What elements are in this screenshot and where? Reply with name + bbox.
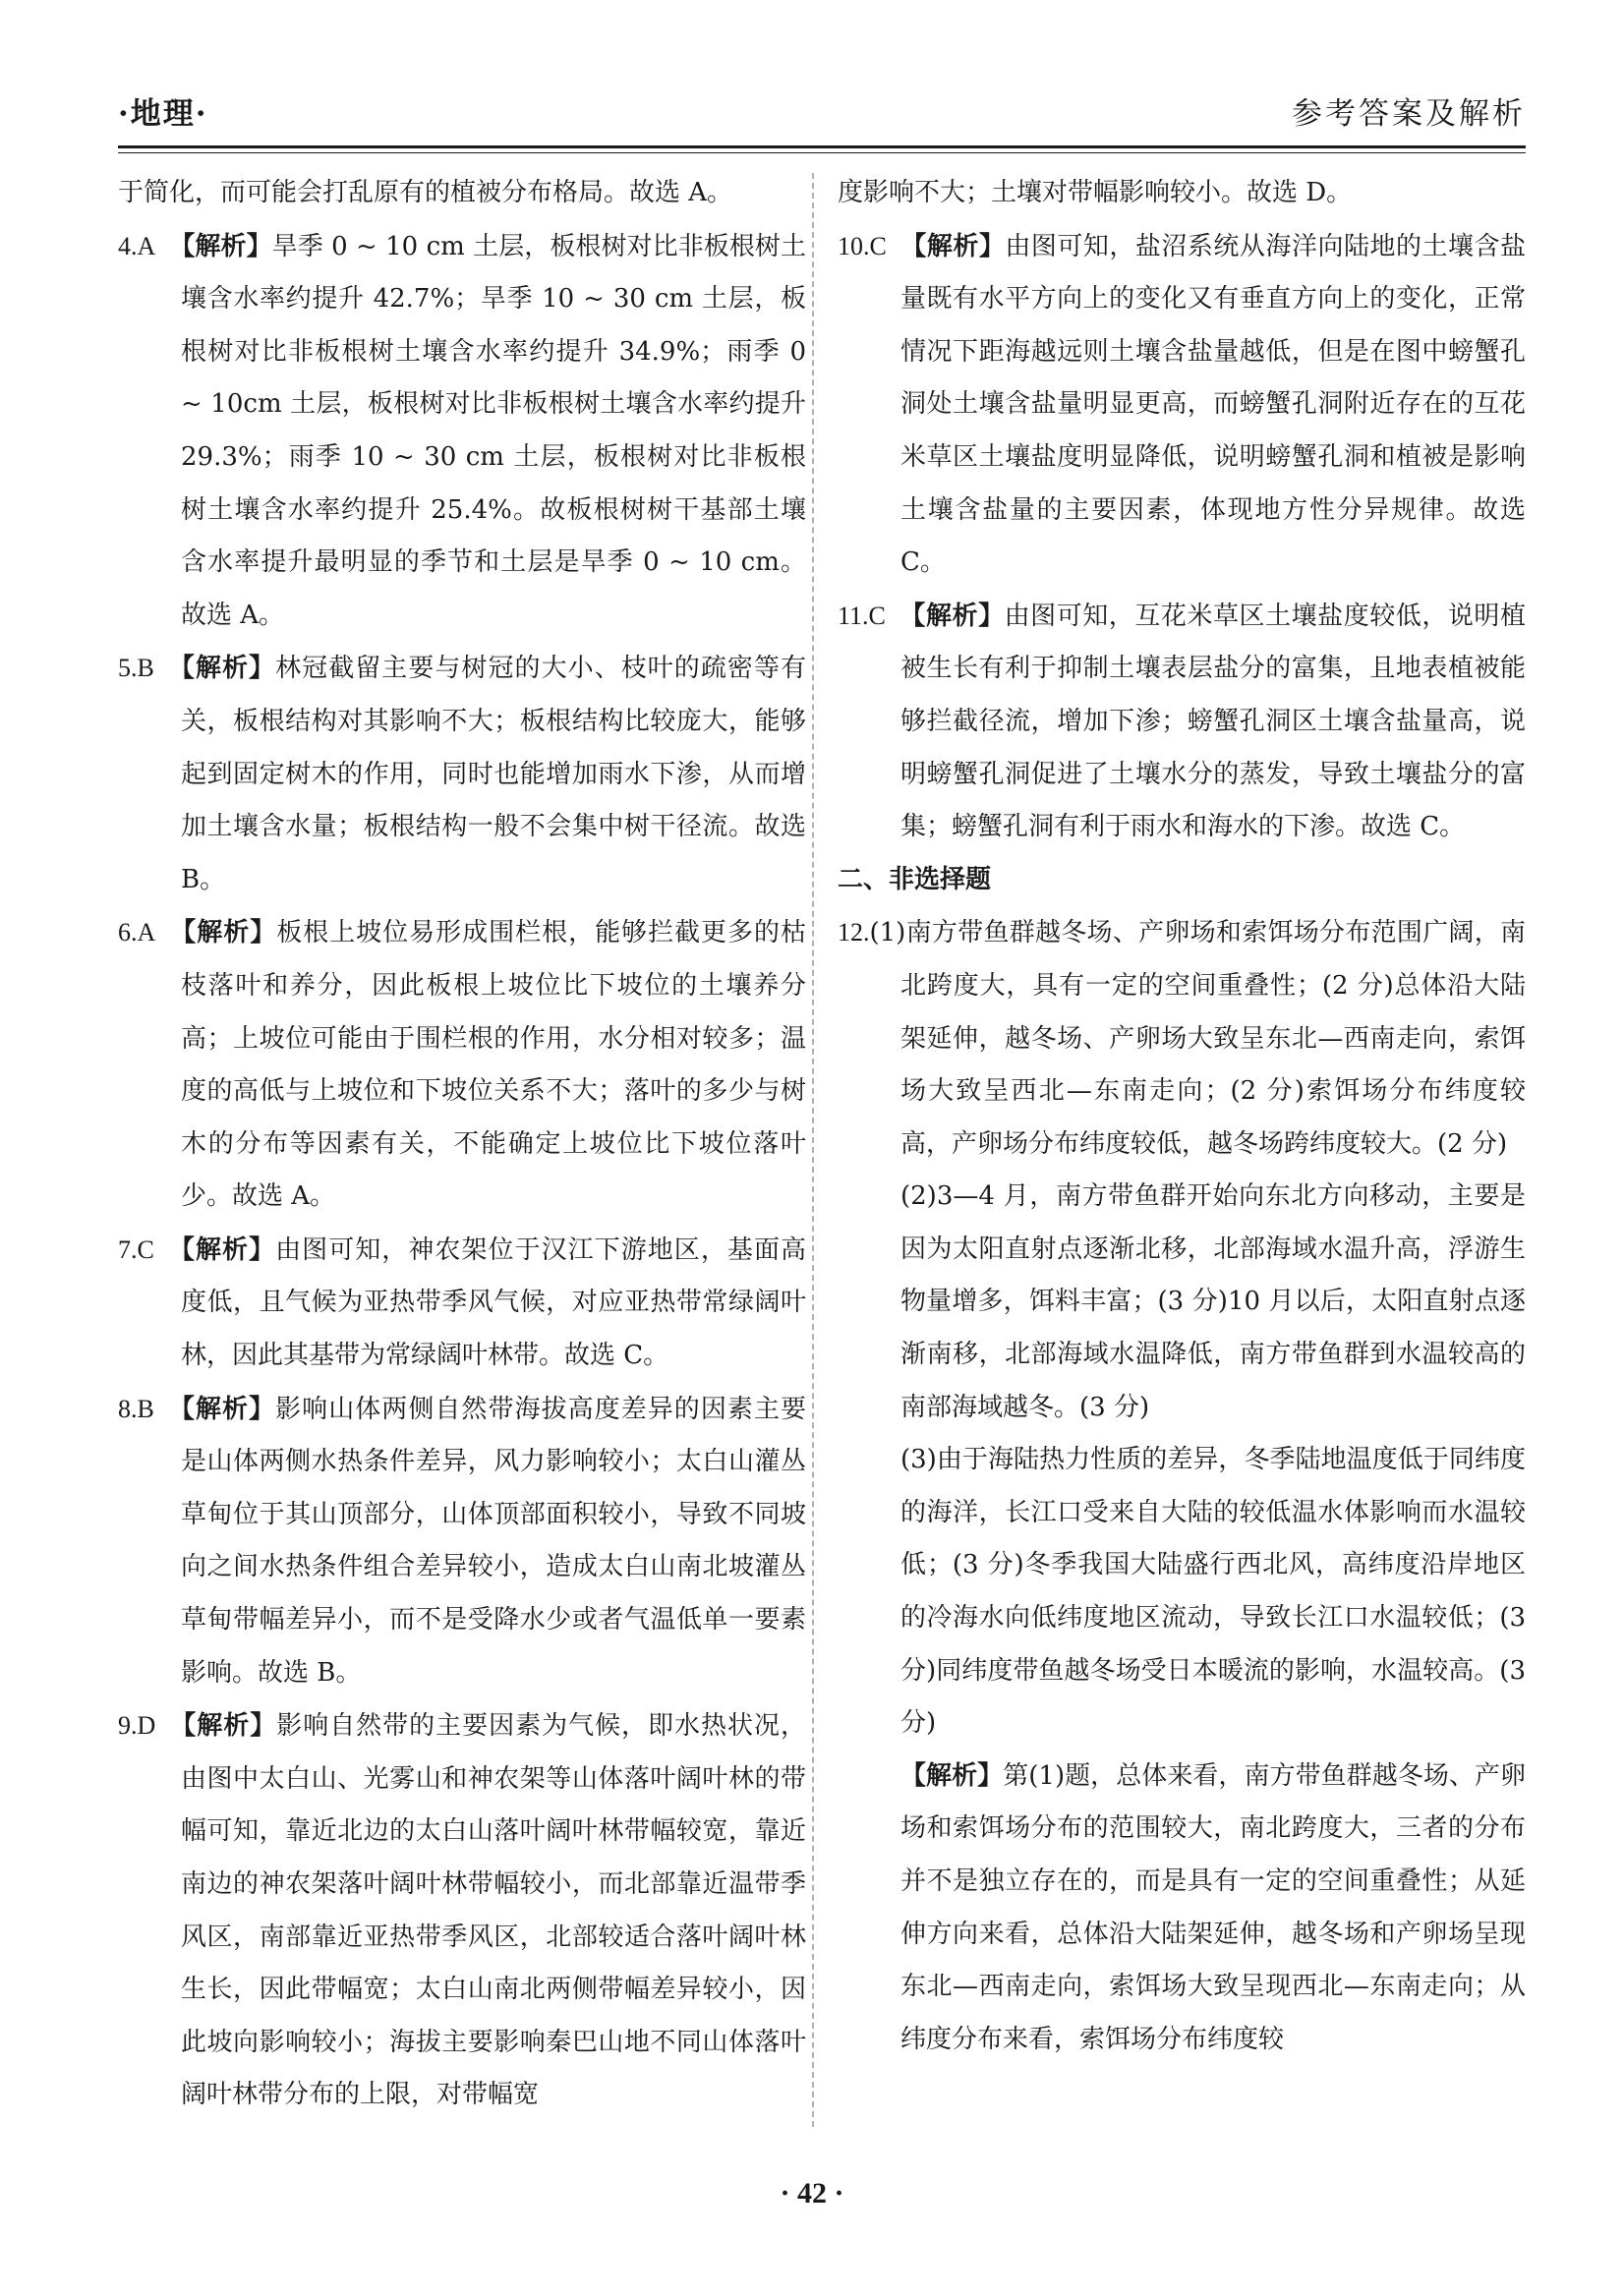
item-number: 8.: [118, 1394, 138, 1423]
answer-choice: D: [137, 1711, 156, 1741]
analysis-tag: 【解析】: [167, 1234, 276, 1265]
page-header: [118, 88, 1526, 145]
item-number: 9.: [118, 1711, 138, 1741]
analysis-tag: 【解析】: [900, 1760, 1004, 1791]
analysis-text: 板根上坡位易形成围栏根，能够拦截更多的枯枝落叶和养分，因此板根上坡位比下坡位的土壤养分高；上坡位可能由于围栏根的作用，水分相对较多；温度的高低与上坡位和下坡位关系不大；落叶的多少与树木的分布等因素有关，不能确定上坡位比下坡位落叶少。故选 A。: [181, 918, 806, 1212]
header-rule-thin: [118, 152, 1526, 153]
answer-choice: B: [137, 654, 154, 683]
analysis-text: 影响自然带的主要因素为气候，即水热状况，由图中太白山、光雾山和神农架等山体落叶阔叶林的带幅可知，靠近北边的太白山落叶阔叶林带幅较宽，靠近南边的神农架落叶阔叶林带幅较小，而北部靠近温带季风区，南部靠近亚热带季风区，北部较适合落叶阔叶林生长，因此带幅宽；太白山南北两侧带幅差异较小，因此坡向影响较小；海拔主要影响秦巴山地不同山体落叶阔叶林带分布的上限，对带幅宽: [181, 1711, 806, 2110]
answer-item-6: [118, 906, 806, 1224]
answer-choice: A: [137, 231, 156, 260]
answer-item-4: [118, 220, 806, 643]
answer-item-10: [838, 220, 1526, 590]
continued-text: 度影响不大；土壤对带幅影响较小。故选 D。: [838, 178, 1353, 207]
item-number: 5.: [118, 654, 138, 683]
answer-choice: A: [137, 918, 156, 947]
page-number: · 42 ·: [780, 2177, 844, 2210]
item-number: 6.: [118, 918, 138, 947]
analysis-text: 由图可知，互花米草区土壤盐度较低，说明植被生长有利于抑制土壤表层盐分的富集，且地表植被能够拦截径流，增加下渗；螃蟹孔洞区土壤含盐量高，说明螃蟹孔洞促进了土壤水分的蒸发，导致土壤盐分的富集；螃蟹孔洞有利于雨水和海水的下渗。故选 C。: [900, 601, 1526, 842]
analysis-text: 林冠截留主要与树冠的大小、枝叶的疏密等有关，板根结构对其影响不大；板根结构比较庞大，能够起到固定树木的作用，同时也能增加雨水下渗，从而增加土壤含水量；板根结构一般不会集中树干径流。故选 B。: [181, 654, 806, 894]
document-title: 参考答案及解析: [1292, 96, 1526, 132]
item-number: 11.: [838, 601, 869, 630]
answer-item-9: [118, 1699, 806, 2122]
analysis-text: 由图可知，盐沼系统从海洋向陆地的土壤含盐量既有水平方向上的变化又有垂直方向上的变化，正常情况下距海越远则土壤含盐量越低，但是在图中螃蟹孔洞处土壤含盐量明显更高，而螃蟹孔洞附近存在的互花米草区土壤盐度明显降低，说明螃蟹孔洞和植被是影响土壤含盐量的主要因素，体现地方性分异规律。故选 C。: [900, 231, 1526, 578]
analysis-text: 第(1)题，总体来看，南方带鱼群越冬场、产卵场和索饵场分布的范围较大，南北跨度大，三者的分布并不是独立存在的，而是具有一定的空间重叠性；从延伸方向来看，总体沿大陆架延伸，越冬场和产卵场呈现东北—西南走向，索饵场大致呈现西北—东南走向；从纬度分布来看，索饵场分布纬度较: [900, 1760, 1526, 2054]
analysis-text: 由图可知，神农架位于汉江下游地区，基面高度低，且气候为亚热带季风气候，对应亚热带常绿阔叶林，因此其基带为常绿阔叶林带。故选 C。: [181, 1234, 806, 1371]
answer-choice: B: [137, 1394, 154, 1423]
subject-label: ·地理·: [118, 96, 208, 132]
section-heading: 二、非选择题: [838, 864, 992, 894]
column-divider: [812, 173, 814, 2127]
right-column: [838, 167, 1526, 2066]
answer-choice: C: [868, 601, 886, 630]
answer-item-7: [118, 1224, 806, 1383]
answer-item-12-part-3: (3)由于海陆热力性质的差异，冬季陆地温度低于同纬度的海洋，长江口受来自大陆的较低温水体影响而水温较低；(3 分)冬季我国大陆盛行西北风，高纬度沿岸地区的冷海水向低纬度地区流动，导致长江口水温较低；(3 分)同纬度带鱼越冬场受日本暖流的影响，水温较高。(3 分): [900, 1445, 1526, 1739]
answer-item-12-part-2: (2)3—4 月，南方带鱼群开始向东北方向移动，主要是因为太阳直射点逐渐北移，北部海域水温升高，浮游生物量增多，饵料丰富；(3 分)10 月以后，太阳直射点逐渐南移，北部海域水温降低，南方带鱼群到水温较高的南部海域越冬。(3 分): [900, 1181, 1526, 1422]
answer-item-8: [118, 1383, 806, 1700]
answer-item-12-analysis: [838, 1751, 1526, 2067]
answer-item-11: [838, 590, 1526, 854]
left-column: [118, 167, 806, 2122]
header-rule-thick: [118, 145, 1526, 148]
analysis-tag: 【解析】: [167, 1394, 276, 1424]
item-number: 4.: [118, 231, 138, 260]
item-number: 12.: [838, 918, 870, 947]
item-number: 7.: [118, 1234, 138, 1264]
analysis-tag: 【解析】: [169, 918, 277, 948]
analysis-tag: 【解析】: [169, 231, 272, 261]
answer-choice: C: [137, 1234, 154, 1264]
analysis-tag: 【解析】: [169, 1711, 277, 1742]
analysis-tag: 【解析】: [167, 654, 276, 684]
analysis-tag: 【解析】: [899, 601, 1005, 631]
analysis-text: 旱季 0 ~ 10 cm 土层，板根树对比非板根树土壤含水率约提升 42.7%；旱季 10 ~ 30 cm 土层，板根树对比非板根树土壤含水率约提升 34.9%；雨季 0 ~ 10cm 土层，板根树对比非板根树土壤含水率约提升 29.3%；雨季 10 ~ 30 cm 土层，板根树对比非板根树土壤含水率约提升 25.4%。故板根树树干基部土壤含水率提升最明显的季节和土层是旱季 0 ~ 10 cm。故选 A。: [181, 231, 806, 630]
answer-item-5: [118, 642, 806, 906]
continued-text: 于简化，而可能会打乱原有的植被分布格局。故选 A。: [118, 178, 733, 207]
item-number: 10.: [838, 231, 870, 260]
analysis-tag: 【解析】: [899, 231, 1006, 261]
answer-choice: C: [869, 231, 887, 260]
analysis-text: 影响山体两侧自然带海拔高度差异的因素主要是山体两侧水热条件差异，风力影响较小；太白山灌丛草甸位于其山顶部分，山体顶部面积较小，导致不同坡向之间水热条件组合差异较小，造成太白山南北坡灌丛草甸带幅差异小，而不是受降水少或者气温低单一要素影响。故选 B。: [181, 1394, 806, 1688]
answer-text: (1)南方带鱼群越冬场、产卵场和索饵场分布范围广阔，南北跨度大，具有一定的空间重叠性；(2 分)总体沿大陆架延伸，越冬场、产卵场大致呈东北—西南走向，索饵场大致呈西北—东南走向；(2 分)索饵场分布纬度较高，产卵场分布纬度较低，越冬场跨纬度较大。(2 分): [869, 918, 1526, 1159]
answer-item-12-part-1: [838, 906, 1526, 1171]
